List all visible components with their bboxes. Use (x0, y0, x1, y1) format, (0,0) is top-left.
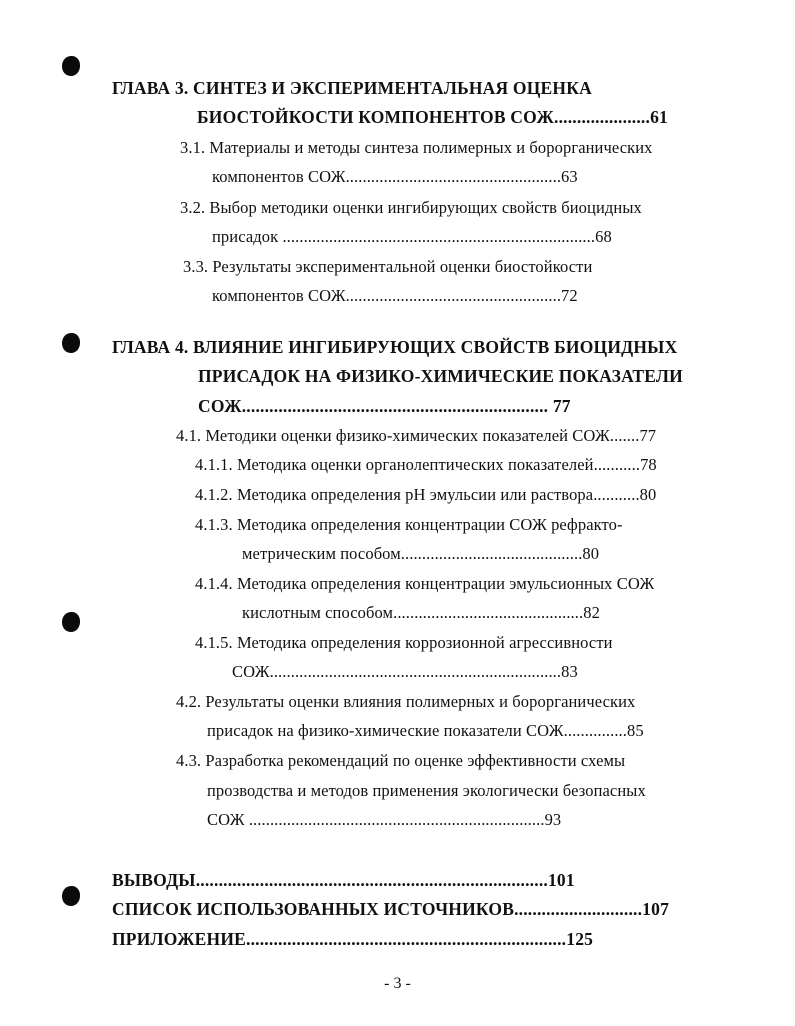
toc-3-1-line2: компонентов СОЖ...................................................63 (212, 167, 578, 186)
toc-4-1-4-line1: 4.1.4. Методика определения концентрации эмульсионных СОЖ (195, 574, 655, 593)
toc-3-3-line2: компонентов СОЖ...................................................72 (212, 286, 578, 305)
toc-3-1-line1: 3.1. Материалы и методы синтеза полимерных и борорганических (180, 138, 653, 157)
chapter-4-heading-line1: ГЛАВА 4. ВЛИЯНИЕ ИНГИБИРУЮЩИХ СВОЙСТВ БИОЦИДНЫХ (112, 337, 678, 357)
chapter-3-heading-line1: ГЛАВА 3. СИНТЕЗ И ЭКСПЕРИМЕНТАЛЬНАЯ ОЦЕНКА (112, 78, 592, 98)
toc-3-2-line2: присадок ..........................................................................68 (212, 227, 612, 246)
toc-4-1-4-line2: кислотным способом.............................................82 (242, 603, 600, 622)
toc-4-3-line3: СОЖ ......................................................................93 (207, 810, 562, 829)
chapter-4-heading-line3: СОЖ................................................................... 77 (198, 396, 571, 416)
toc-3-3-line1: 3.3. Результаты экспериментальной оценки биостойкости (183, 257, 593, 276)
toc-4-1: 4.1. Методики оценки физико-химических показателей СОЖ.......77 (176, 426, 657, 445)
toc-4-3-line1: 4.3. Разработка рекомендаций по оценке эффективности схемы (176, 751, 626, 770)
toc-4-1-1: 4.1.1. Методика оценки органолептических показателей...........78 (195, 455, 657, 474)
chapter-4-heading-line2: ПРИСАДОК НА ФИЗИКО-ХИМИЧЕСКИЕ ПОКАЗАТЕЛИ (198, 366, 683, 386)
toc-references: СПИСОК ИСПОЛЬЗОВАННЫХ ИСТОЧНИКОВ............................107 (112, 899, 670, 919)
binding-hole-2 (62, 333, 80, 353)
toc-4-1-5-line2: СОЖ.....................................................................83 (232, 662, 578, 681)
toc-4-1-2: 4.1.2. Методика определения pH эмульсии или раствора...........80 (195, 485, 657, 504)
chapter-3-heading-line2: БИОСТОЙКОСТИ КОМПОНЕНТОВ СОЖ.....................61 (197, 107, 668, 127)
toc-4-2-line1: 4.2. Результаты оценки влияния полимерных и борорганических (176, 692, 636, 711)
toc-4-1-3-line1: 4.1.3. Методика определения концентрации СОЖ рефракто- (195, 515, 623, 534)
toc-4-2-line2: присадок на физико-химические показатели СОЖ...............85 (207, 721, 644, 740)
binding-hole-3 (62, 612, 80, 632)
toc-appendix: ПРИЛОЖЕНИЕ......................................................................125 (112, 929, 594, 949)
binding-hole-4 (62, 886, 80, 906)
toc-3-2-line1: 3.2. Выбор методики оценки ингибирующих свойств биоцидных (180, 198, 642, 217)
toc-conclusions: ВЫВОДЫ.............................................................................101 (112, 870, 575, 890)
page-number: - 3 - (384, 975, 411, 992)
toc-4-1-5-line1: 4.1.5. Методика определения коррозионной агрессивности (195, 633, 613, 652)
toc-4-1-3-line2: метрическим пособом...........................................80 (242, 544, 600, 563)
binding-hole-1 (62, 56, 80, 76)
toc-4-3-line2: прозводства и методов применения экологически безопасных (207, 781, 646, 800)
